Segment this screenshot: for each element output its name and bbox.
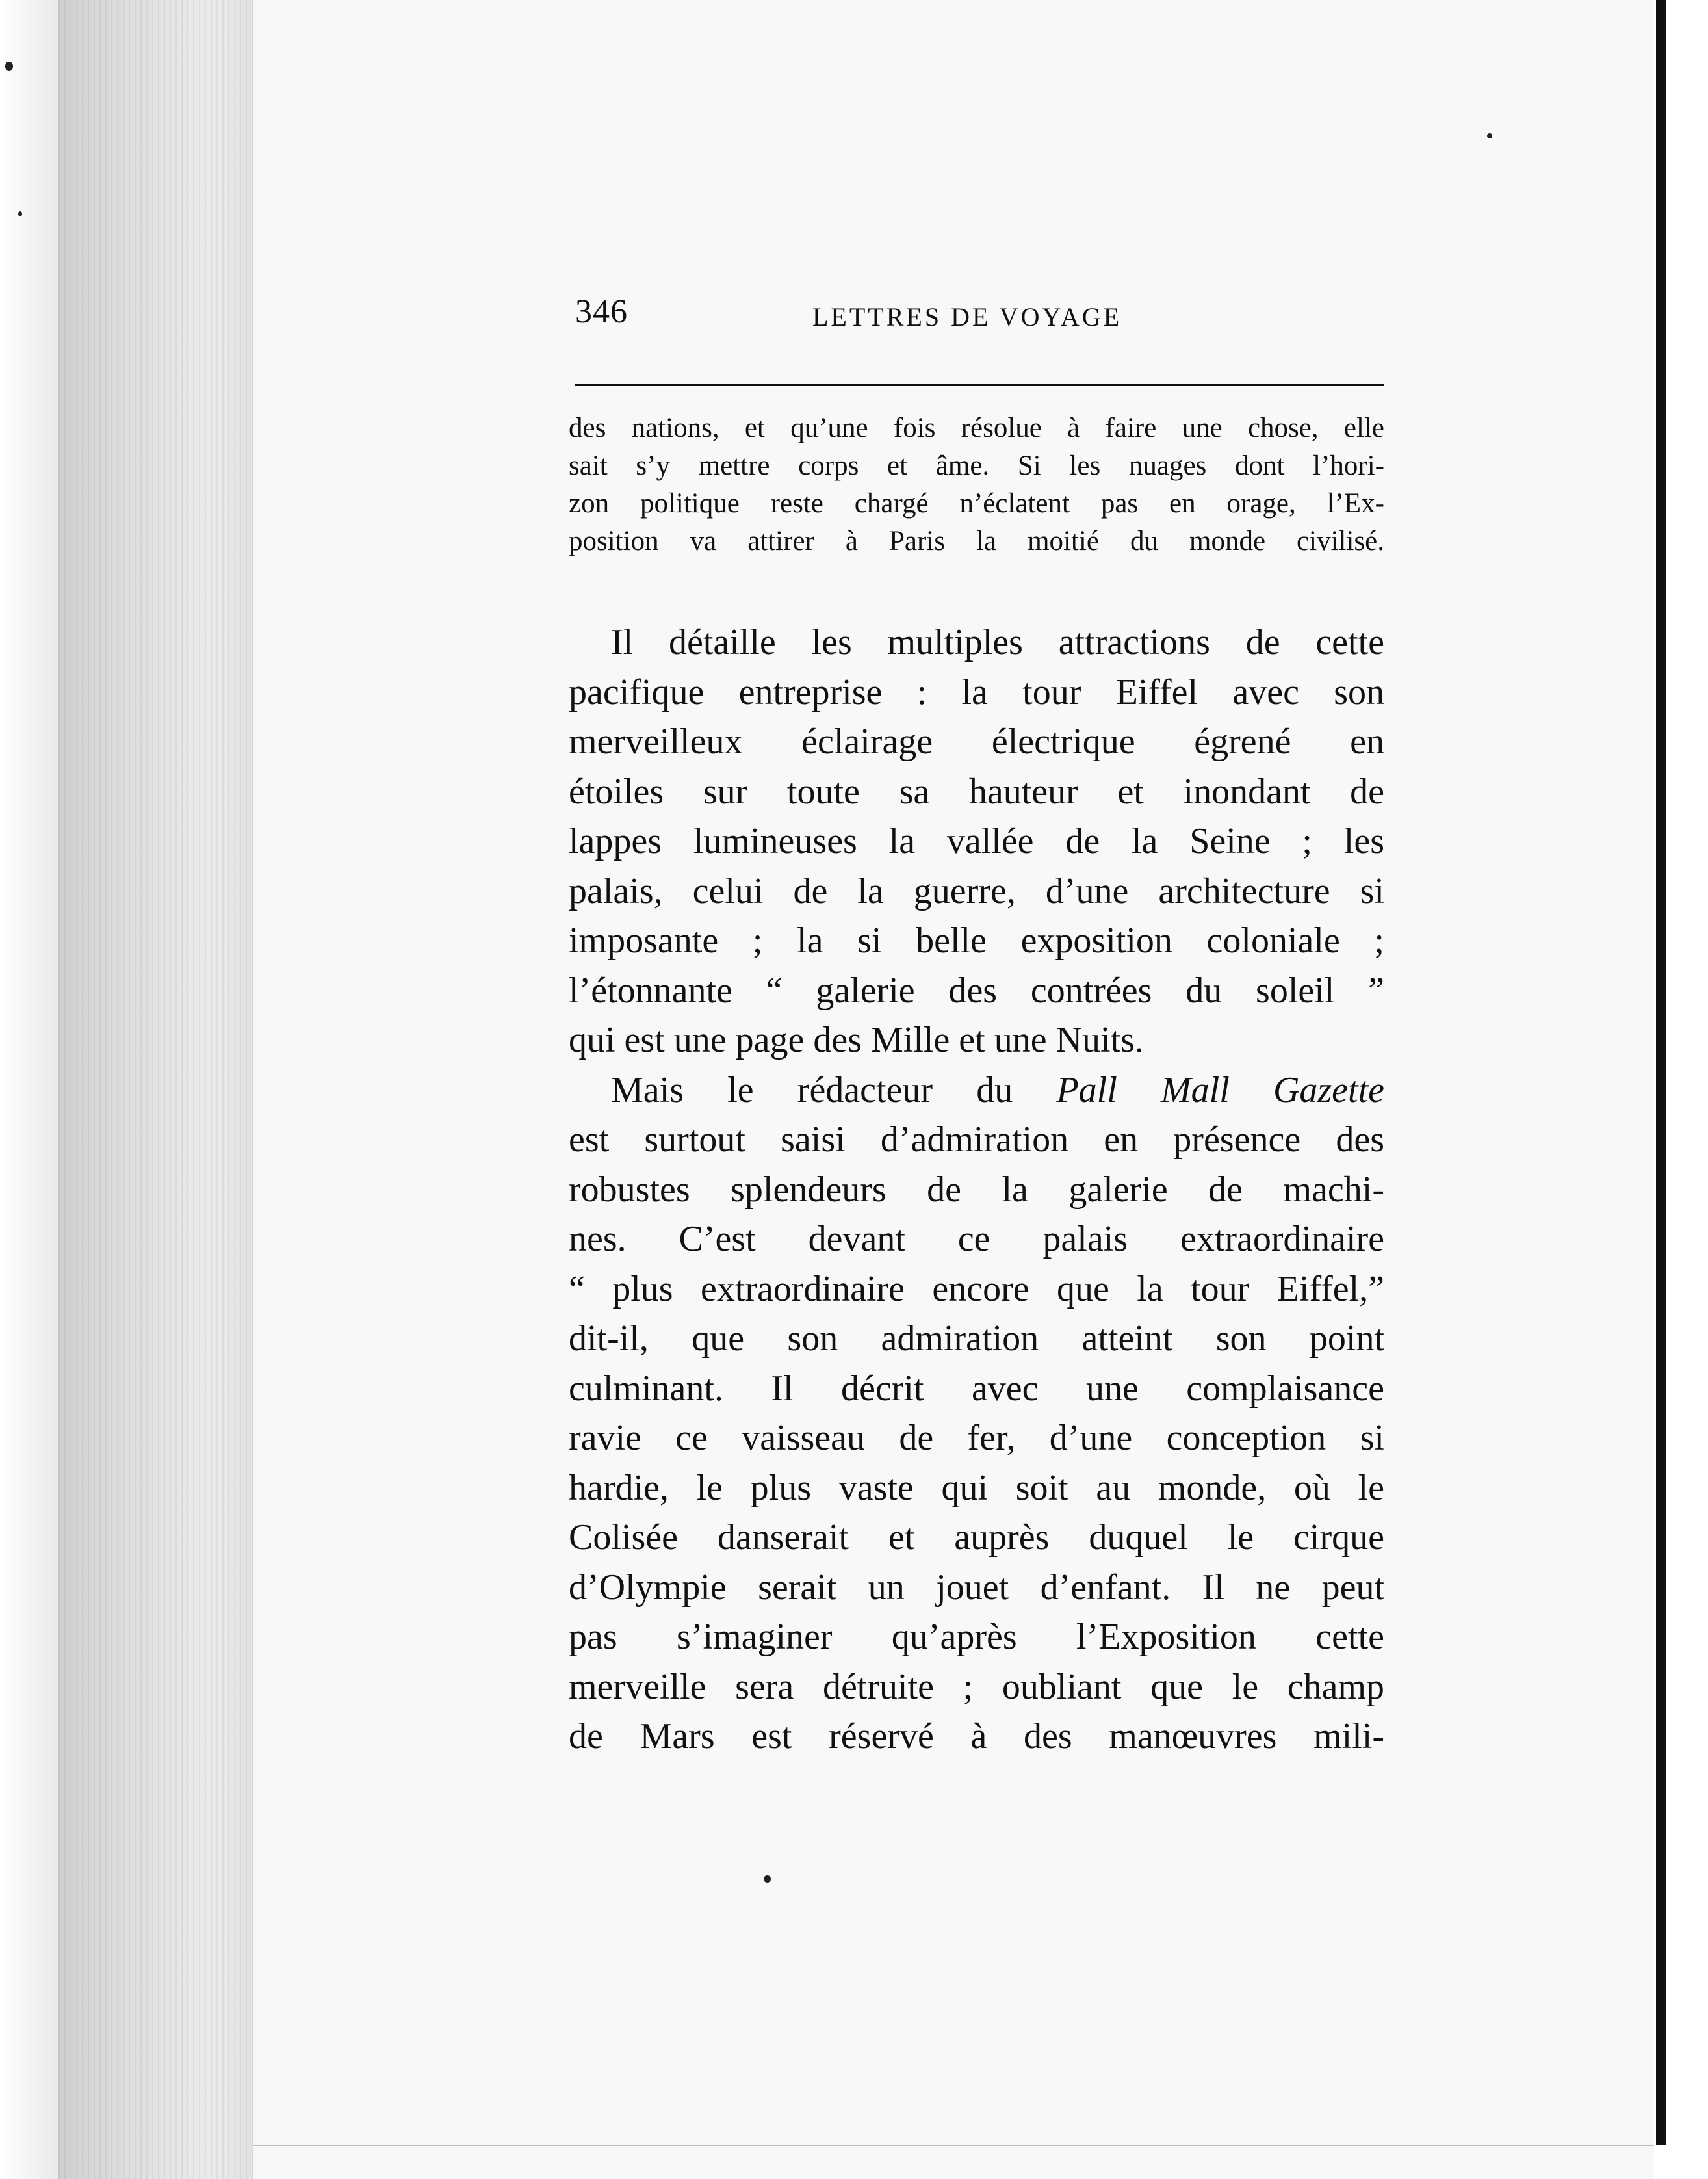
paragraph-2 xyxy=(569,1065,1384,1762)
text-line: merveille sera détruite ; oubliant que le champ xyxy=(569,1666,1384,1707)
body-text xyxy=(569,618,1384,1762)
text-line: d’Olympie serait un jouet d’enfant. Il ne peut xyxy=(569,1567,1384,1608)
text-line: hardie, le plus vaste qui soit au monde, où le xyxy=(569,1467,1384,1508)
text-line: palais, celui de la guerre, d’une architecture si xyxy=(569,870,1384,911)
text-run: Mais le rédacteur du xyxy=(611,1069,1013,1110)
text-line: culminant. Il décrit avec une complaisance xyxy=(569,1368,1384,1409)
text-line: étoiles sur toute sa hauteur et inondant de xyxy=(569,771,1384,812)
text-line: robustes splendeurs de la galerie de machi- xyxy=(569,1169,1384,1210)
text-line: merveilleux éclairage électrique égrené en xyxy=(569,722,1384,762)
text-line: l’étonnante “ galerie des contrées du soleil ” xyxy=(569,970,1384,1011)
text-line: est surtout saisi d’admiration en présence des xyxy=(569,1119,1384,1160)
binding-shadow xyxy=(214,0,253,2179)
scan-right-border xyxy=(1656,0,1666,2145)
paragraph-1 xyxy=(569,618,1384,1065)
text-line: “ plus extraordinaire encore que la tour Eiffel,” xyxy=(569,1268,1384,1309)
text-line: ravie ce vaisseau de fer, d’une conception si xyxy=(569,1418,1384,1458)
text-line: nes. C’est devant ce palais extraordinaire xyxy=(569,1219,1384,1259)
text-line: imposante ; la si belle exposition coloniale ; xyxy=(569,920,1384,961)
text-line: pacifique entreprise : la tour Eiffel avec son xyxy=(569,672,1384,712)
text-line: des nations, et qu’une fois résolue à faire une chose, elle xyxy=(569,413,1384,443)
page-number: 346 xyxy=(575,293,628,330)
text-line: de Mars est réservé à des manœuvres mili- xyxy=(569,1716,1384,1756)
text-line: sait s’y mettre corps et âme. Si les nuages dont l’hori- xyxy=(569,450,1384,481)
text-line xyxy=(569,1065,1384,1116)
text-line: position va attirer à Paris la moitié du monde civilisé. xyxy=(569,526,1384,556)
newspaper-title: Pall Mall Gazette xyxy=(1056,1069,1385,1110)
scan-speck xyxy=(5,62,13,71)
text-line: lappes lumineuses la vallée de la Seine ; les xyxy=(569,821,1384,861)
text-line: Il détaille les multiples attractions de cette xyxy=(611,622,1384,662)
text-line: dit-il, que son admiration atteint son point xyxy=(569,1318,1384,1359)
text-line: Colisée danserait et auprès duquel le cirque xyxy=(569,1517,1384,1558)
text-line: qui est une page des Mille et une Nuits. xyxy=(569,1020,1144,1060)
scan-speck xyxy=(1487,133,1492,138)
scan-speck xyxy=(18,211,22,216)
running-header xyxy=(575,286,1384,338)
running-title: LETTRES DE VOYAGE xyxy=(812,302,1122,332)
quoted-paragraph-small xyxy=(569,410,1384,560)
scan-left-margin xyxy=(0,0,58,2179)
scan-speck xyxy=(764,1875,771,1883)
header-rule xyxy=(575,384,1384,386)
text-line: zon politique reste chargé n’éclatent pas en orage, l’Ex- xyxy=(569,488,1384,519)
text-line: pas s’imaginer qu’après l’Exposition cette xyxy=(569,1617,1384,1657)
